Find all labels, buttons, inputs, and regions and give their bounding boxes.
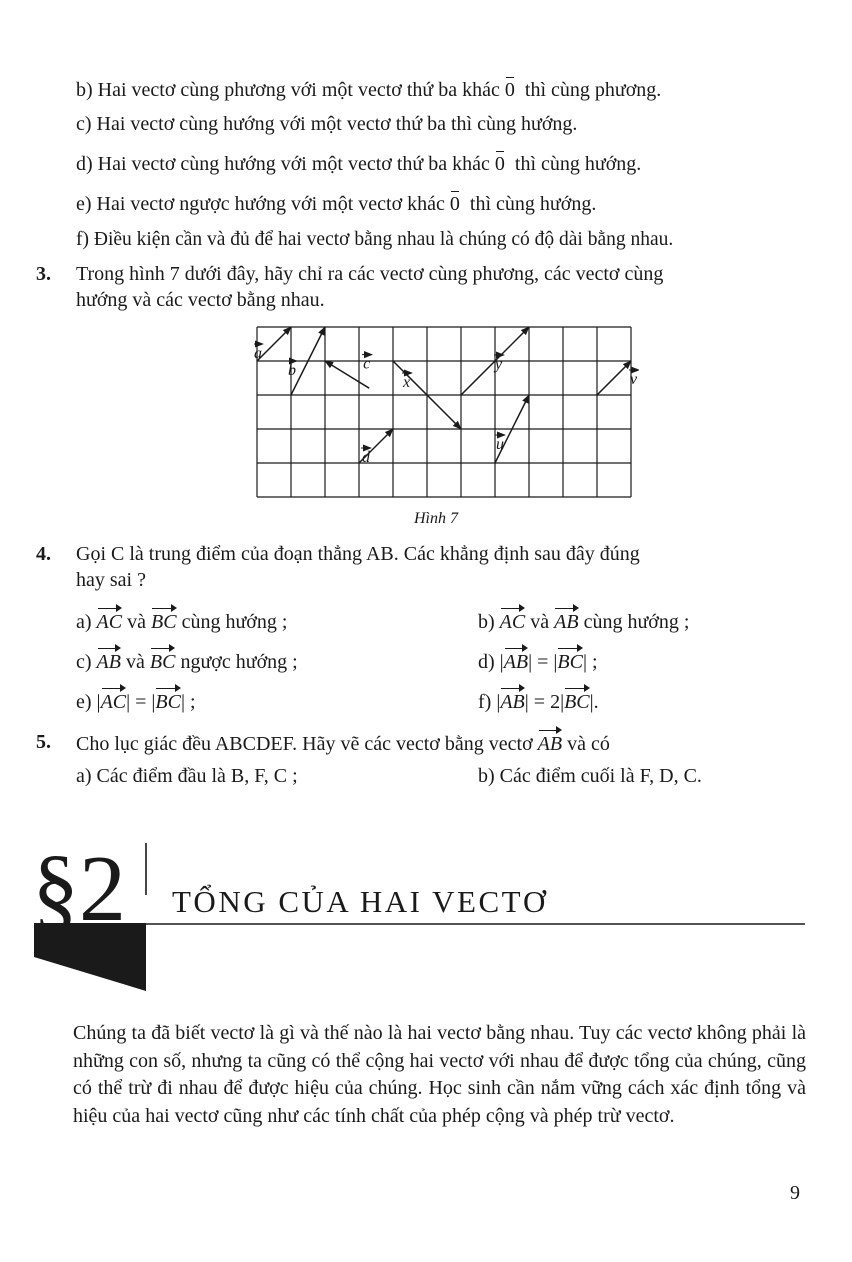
ex4-item-f: f) |AB| = 2|BC|. — [478, 688, 599, 714]
ex4-number: 4. — [36, 543, 51, 565]
ex3-line1: Trong hình 7 dưới đây, hãy chỉ ra các vectơ cùng phương, các vectơ cùng — [76, 263, 664, 285]
ex4-item-a: a) AC và BC cùng hướng ; — [76, 608, 287, 634]
ex2-item-f: f) Điều kiện cần và đủ để hai vectơ bằng nhau là chúng có độ dài bằng nhau. — [76, 229, 674, 250]
vector-x-label: x — [403, 374, 411, 391]
vector-y-label: y — [495, 356, 503, 373]
vector-u-label: u — [496, 436, 504, 453]
ex3-line2: hướng và các vectơ bằng nhau. — [76, 289, 325, 311]
ex4-item-b: b) AC và AB cùng hướng ; — [478, 608, 689, 634]
section-title: TỔNG CỦA HAI VECTƠ — [172, 884, 548, 919]
figure-7-grid — [254, 324, 639, 498]
vector-c-label: c — [363, 355, 371, 373]
ex4-line1: Gọi C là trung điểm của đoạn thẳng AB. Các khẳng định sau đây đúng — [76, 543, 640, 565]
ex4-item-c: c) AB và BC ngược hướng ; — [76, 648, 298, 674]
figure-caption: Hình 7 — [414, 510, 458, 527]
section-intro-paragraph: Chúng ta đã biết vectơ là gì và thế nào là hai vectơ bằng nhau. Tuy các vectơ không phải là những con số, nhưng ta cũng có thể cộng hai vectơ với nhau để được tổng của chúng, cũng có thể trừ đi nhau để được hiệu của chúng. Học sinh cần nắm vững cách xác định tổng và hiệu của hai vectơ cũng như các tính chất của phép cộng và phép trừ vectơ. — [73, 1022, 806, 1127]
ex2-item-c: c) Hai vectơ cùng hướng với một vectơ thứ ba thì cùng hướng. — [76, 113, 578, 135]
vector-a-label: a — [254, 345, 262, 362]
ex5-item-a: a) Các điểm đầu là B, F, C ; — [76, 765, 298, 787]
ex4-item-d: d) |AB| = |BC| ; — [478, 648, 598, 674]
ex2-item-e: e) Hai vectơ ngược hướng với một vectơ khác 0 thì cùng hướng. — [76, 190, 596, 216]
ex5-number: 5. — [36, 731, 51, 753]
ex4-item-e: e) |AC| = |BC| ; — [76, 688, 196, 714]
vector-b-label: b — [288, 362, 296, 379]
ex3-number: 3. — [36, 263, 51, 285]
ex5-line1: Cho lục giác đều ABCDEF. Hãy vẽ các vectơ bằng vectơ AB và có — [76, 730, 610, 756]
page-number: 9 — [790, 1182, 800, 1204]
ex4-line2: hay sai ? — [76, 569, 146, 591]
ex2-item-d: d) Hai vectơ cùng hướng với một vectơ thứ ba khác 0 thì cùng hướng. — [76, 150, 641, 176]
vector-v-label: v — [630, 371, 638, 388]
ex2-item-b: b) Hai vectơ cùng phương với một vectơ thứ ba khác 0 thì cùng phương. — [76, 76, 661, 102]
section-symbol: §2 — [32, 837, 126, 941]
ex5-item-b: b) Các điểm cuối là F, D, C. — [478, 765, 702, 787]
vector-v-arrow — [597, 361, 631, 395]
vector-d-label: d — [362, 449, 370, 466]
